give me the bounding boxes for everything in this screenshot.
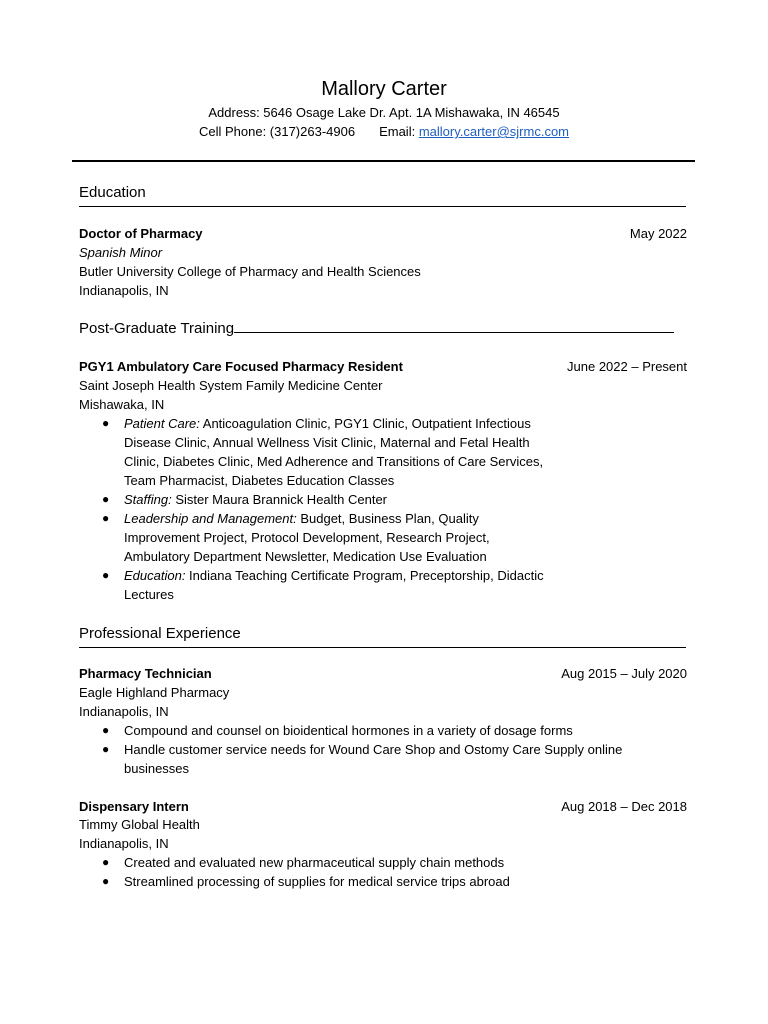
bullet-icon: ● [102, 492, 110, 506]
address-line: Address: 5646 Osage Lake Dr. Apt. 1A Mishawaka, IN 46545 [208, 105, 560, 120]
bullet-text: Sister Maura Brannick Health Center [171, 492, 388, 507]
list-item [79, 509, 687, 566]
bullet-label: Leadership and Management: [124, 511, 297, 526]
training-org: Saint Joseph Health System Family Medicine Center [79, 378, 383, 393]
bullet-icon: ● [102, 855, 110, 869]
job-org: Eagle Highland Pharmacy [79, 685, 230, 700]
list-item [79, 740, 687, 778]
list-item [79, 872, 687, 891]
list-item [79, 566, 687, 604]
job-title-row [79, 664, 687, 683]
section-divider [79, 647, 686, 648]
bullet-text: Anticoagulation Clinic, PGY1 Clinic, Outpatient Infectious Disease Clinic, Annual Wellness Visit Clinic, Maternal and Fetal Health Clinic, Diabetes Clinic, Med Adherence and Transitions of Care Services, Team Pharmacist, Diabetes Education Classes [124, 416, 544, 488]
email-label: Email: [379, 124, 416, 139]
bullet-icon: ● [102, 723, 110, 737]
degree-title: Doctor of Pharmacy [79, 226, 203, 241]
education-degree [79, 224, 687, 243]
bullet-icon: ● [102, 416, 110, 430]
bullet-icon: ● [102, 511, 110, 525]
section-divider [79, 206, 686, 207]
email-link[interactable]: mallory.carter@sjrmc.com [418, 124, 570, 139]
heading-underline [234, 318, 674, 333]
bullet-text: Streamlined processing of supplies for medical service trips abroad [124, 874, 510, 889]
job-location: Indianapolis, IN [79, 836, 169, 851]
education-school: Butler University College of Pharmacy and Health Sciences [79, 264, 421, 279]
bullet-icon: ● [102, 874, 110, 888]
phone-number: Cell Phone: (317)263-4906 [198, 124, 356, 139]
job-date: Aug 2015 – July 2020 [561, 666, 687, 681]
training-heading: Post-Graduate Training [79, 320, 235, 337]
training-bullets [79, 414, 687, 604]
education-minor: Spanish Minor [79, 245, 163, 260]
training-location: Mishawaka, IN [79, 397, 165, 412]
header-divider [72, 160, 695, 162]
bullet-text: Indiana Teaching Certificate Program, Preceptorship, Didactic Lectures [124, 568, 544, 602]
contact-line [0, 123, 768, 141]
list-item [79, 853, 687, 872]
applicant-name: Mallory Carter [321, 78, 447, 100]
training-title: PGY1 Ambulatory Care Focused Pharmacy Resident [79, 359, 403, 374]
training-date: June 2022 – Present [567, 359, 687, 374]
bullet-text: Handle customer service needs for Wound Care Shop and Ostomy Care Supply online businesses [124, 742, 623, 776]
degree-date: May 2022 [629, 226, 687, 241]
job-title: Dispensary Intern [79, 799, 189, 814]
job-title-row [79, 797, 687, 816]
bullet-text: Compound and counsel on bioidentical hormones in a variety of dosage forms [124, 723, 573, 738]
bullet-icon: ● [102, 568, 110, 582]
list-item [79, 490, 687, 509]
list-item [79, 721, 687, 740]
job-org: Timmy Global Health [79, 817, 200, 832]
job-date: Aug 2018 – Dec 2018 [561, 799, 687, 814]
bullet-text: Created and evaluated new pharmaceutical supply chain methods [124, 855, 505, 870]
section-heading-education [79, 183, 686, 203]
job-location: Indianapolis, IN [79, 704, 169, 719]
bullet-label: Patient Care: [124, 416, 200, 431]
section-heading-experience [79, 624, 686, 644]
job-bullets [79, 721, 687, 778]
job-title: Pharmacy Technician [79, 666, 212, 681]
bullet-text: Budget, Business Plan, Quality Improvement Project, Protocol Development, Research Project, Ambulatory Department Newsletter, Medication Use Evaluation [124, 511, 490, 564]
job-bullets [79, 853, 687, 891]
experience-heading: Professional Experience [79, 625, 241, 642]
education-heading: Education [79, 184, 146, 201]
education-location: Indianapolis, IN [79, 283, 169, 298]
training-title-row [79, 357, 687, 376]
bullet-label: Education: [124, 568, 186, 583]
section-heading-training [79, 318, 686, 339]
bullet-label: Staffing: [124, 492, 172, 507]
list-item [79, 414, 687, 490]
bullet-icon: ● [102, 742, 110, 756]
